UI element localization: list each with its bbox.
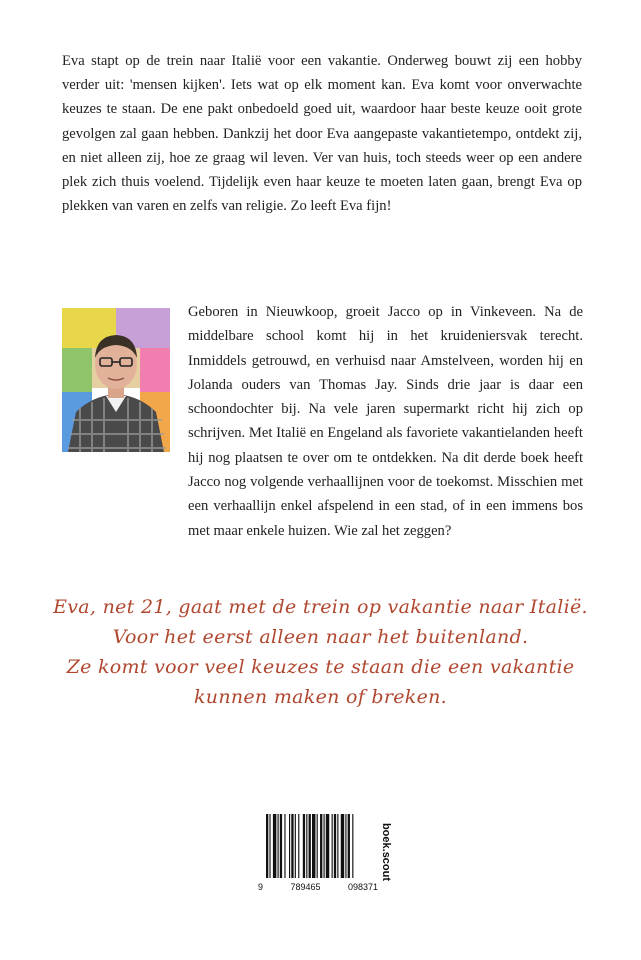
- author-photo: [62, 308, 170, 452]
- tagline-line: kunnen maken of breken.: [193, 686, 448, 708]
- isbn-prefix: 9: [258, 882, 264, 892]
- isbn-group-1: 789465: [290, 882, 321, 892]
- back-cover-blurb: Eva stapt op de trein naar Italië voor een vakantie. Onderweg bouwt zij een hobby verder uit: 'mensen kijken'. Iets wat op elk moment kan. Eva komt voor onverwachte keuzes te staan. De ene pakt onbedoeld goed uit, waardoor haar beste keuze ooit grote gevolgen zal gaan hebben. Dankzij het door Eva aangepaste vakantietempo, ontdekt zij, en niet alleen zij, hoe ze graag wil leven. Ver van huis, toch steeds weer op een andere plek zich thuis voelend. Tijdelijk even haar keuze te moeten laten gaan, brengt Eva op plekken van varen en zelfs van religie. Zo leeft Eva fijn!: [62, 53, 582, 215]
- isbn-group-2: 098371: [347, 882, 378, 892]
- publisher-name: boek.scout: [380, 822, 392, 882]
- isbn-number: [258, 882, 378, 892]
- tagline-line: Voor het eerst alleen naar het buitenland.: [112, 626, 529, 648]
- publisher-logo: [376, 812, 396, 892]
- author-bio: Geboren in Nieuwkoop, groeit Jacco op in Vinkeveen. Na de middelbare school komt hij in het kruideniersvak terecht. Inmiddels getrouwd, en verhuisd naar Amstelveen, worden hij en Jolanda ouders van Thomas Jay. Sinds drie jaar is daar een schoondochter bij. Na vele jaren supermarkt richt hij zich op schrijven. Met Italië en Engeland als favoriete vakantielanden heeft hij nog plaatsen te over om te ontdekken. Na dit derde boek heeft Jacco nog volgende verhaallijnen voor de toekomst. Misschien met een verhaallijn enkel afspelend in een stad, of in een immens bos met maar enkele huizen. Wie zal het zeggen?: [188, 304, 583, 539]
- tagline-line: Eva, net 21, gaat met de trein op vakantie naar Italië.: [53, 596, 588, 618]
- barcode-icon: [258, 812, 378, 882]
- tagline-line: Ze komt voor veel keuzes te staan die een vakantie: [66, 656, 575, 678]
- tagline-quote: [40, 592, 601, 712]
